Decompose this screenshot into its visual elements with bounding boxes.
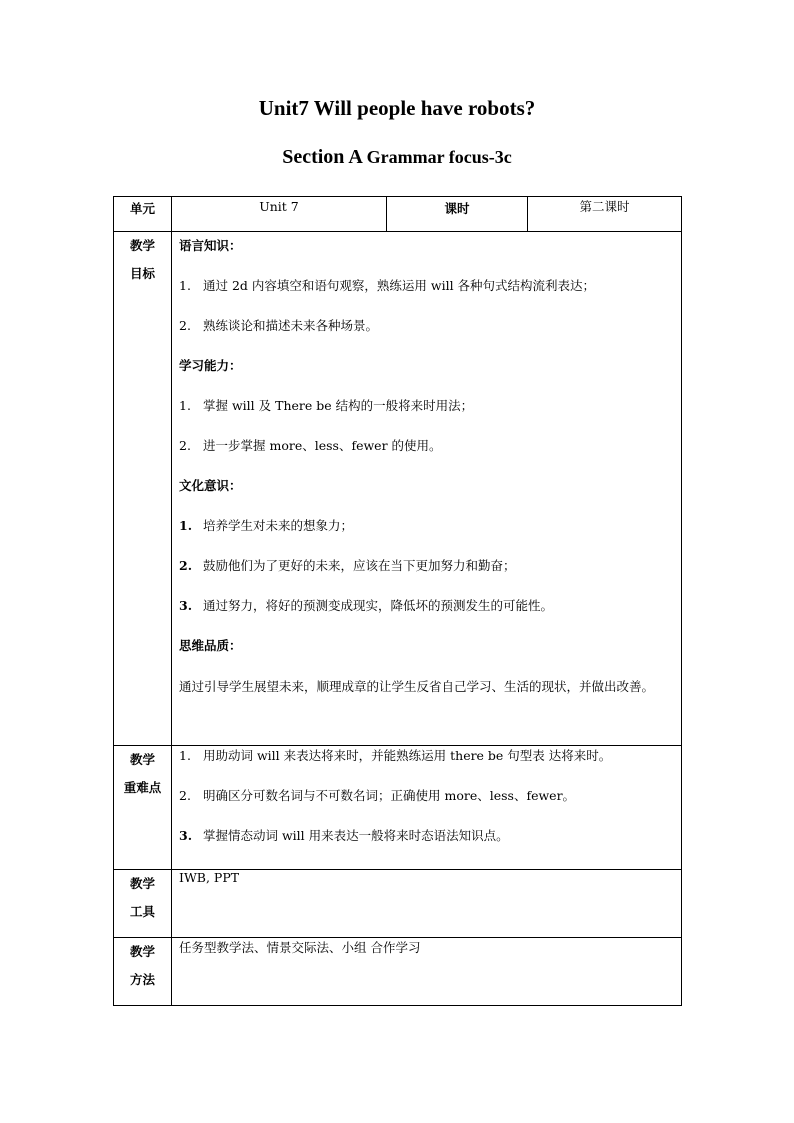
keypoints-row xyxy=(114,746,682,870)
keypoints-label-line2: 重难点 xyxy=(123,780,162,795)
objectives-label xyxy=(114,232,172,746)
learn-heading: 学习能力： xyxy=(179,358,242,373)
lesson-label: 课时 xyxy=(387,197,528,232)
header-row xyxy=(114,197,682,232)
lesson-value: 第二课时 xyxy=(528,197,682,232)
methods-label xyxy=(114,938,172,1006)
list-item: 2. 熟练谈论和描述未来各种场景。 xyxy=(179,318,379,333)
objectives-row xyxy=(114,232,682,746)
tools-label-line1: 教学 xyxy=(129,876,155,891)
tools-label-line2: 工具 xyxy=(129,904,155,919)
list-item: 2. 明确区分可数名词与不可数名词；正确使用 more、less、fewer。 xyxy=(179,788,576,803)
keypoints-label xyxy=(114,746,172,870)
list-item: 2. 进一步掌握 more、less、fewer 的使用。 xyxy=(179,438,442,453)
objectives-label-line2: 目标 xyxy=(129,266,155,281)
methods-label-line2: 方法 xyxy=(129,972,155,987)
unit-value: Unit 7 xyxy=(172,197,387,232)
keypoints-label-line1: 教学 xyxy=(129,752,155,767)
lesson-plan-table xyxy=(113,196,682,1006)
methods-label-line1: 教学 xyxy=(129,944,155,959)
list-item: 3. 掌握情态动词 will 用来表达一般将来时态语法知识点。 xyxy=(179,828,509,843)
lang-heading: 语言知识： xyxy=(179,238,242,253)
list-item: 1. 培养学生对未来的想象力； xyxy=(179,518,354,533)
list-item: 3. 通过努力，将好的预测变成现实，降低坏的预测发生的可能性。 xyxy=(179,598,554,613)
objectives-label-line1: 教学 xyxy=(129,238,155,253)
thinking-heading: 思维品质： xyxy=(179,638,242,653)
list-item: 1. 通过 2d 内容填空和语句观察，熟练运用 will 各种句式结构流利表达； xyxy=(179,278,596,293)
objectives-content xyxy=(172,232,682,746)
page-subtitle xyxy=(0,146,794,169)
methods-content xyxy=(172,938,682,1006)
list-item: 2. 鼓励他们为了更好的未来，应该在当下更加努力和勤奋； xyxy=(179,558,516,573)
thinking-text: 通过引导学生展望未来，顺理成章的让学生反省自己学习、生活的现状，并做出改善。 xyxy=(179,679,655,694)
list-item: 1. 用助动词 will 来表达将来时，并能熟练运用 there be 句型表 达将来时。 xyxy=(179,748,612,763)
subtitle-rest: Grammar focus-3c xyxy=(366,147,512,167)
tools-label xyxy=(114,870,172,938)
subtitle-main: Section A xyxy=(282,146,367,168)
list-item: 1. 掌握 will 及 There be 结构的一般将来时用法； xyxy=(179,398,474,413)
page-title: Unit7 Will people have robots? xyxy=(258,96,536,120)
unit-label: 单元 xyxy=(114,197,172,232)
tools-row xyxy=(114,870,682,938)
methods-row xyxy=(114,938,682,1006)
keypoints-content xyxy=(172,746,682,870)
tools-value: IWB, PPT xyxy=(179,870,240,885)
culture-heading: 文化意识： xyxy=(179,478,242,493)
methods-value: 任务型教学法、情景交际法、小组 合作学习 xyxy=(179,940,421,955)
tools-content xyxy=(172,870,682,938)
